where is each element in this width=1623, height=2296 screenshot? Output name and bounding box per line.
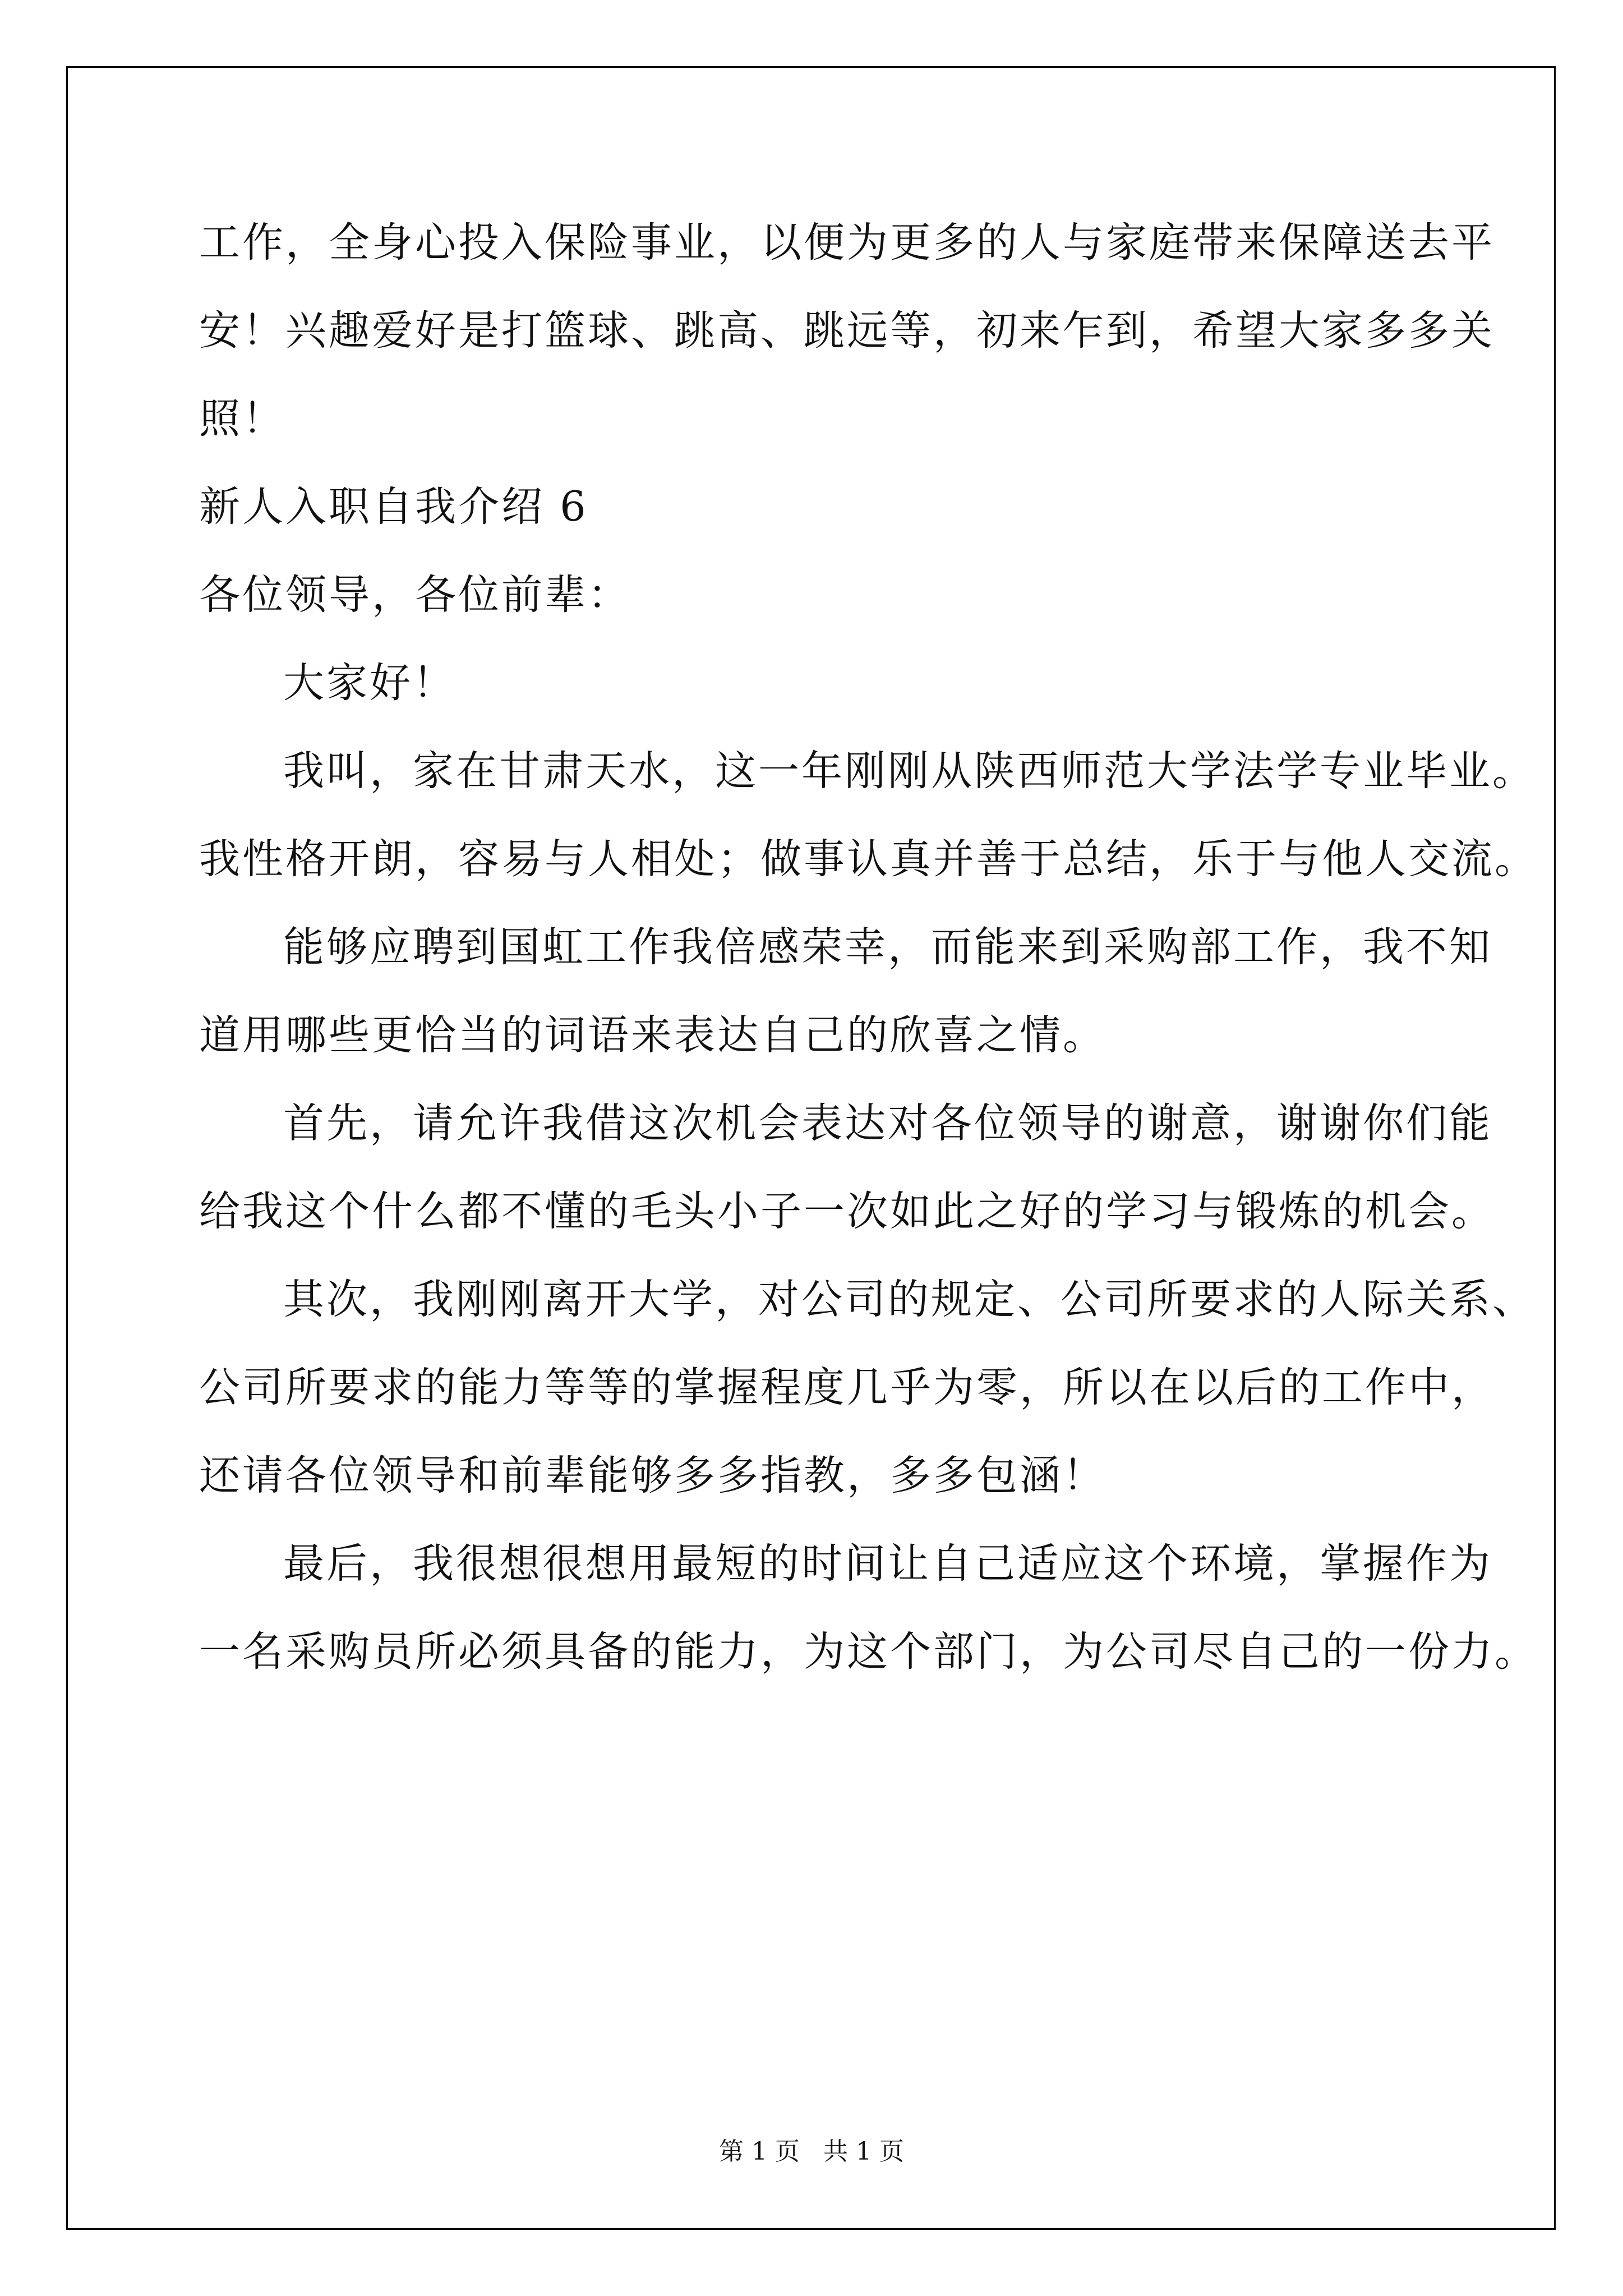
text-line: 工作，全身心投入保险事业，以便为更多的人与家庭带来保障送去平 [199,219,1495,266]
page-footer: 第 1 页 共 1 页 [719,2137,904,2166]
paragraph-line: 我性格开朗，容易与人相处；做事认真并善于总结，乐于与他人交流。 [199,835,1538,883]
section-heading: 新人入职自我介绍 6 [199,483,588,531]
paragraph-line: 首先，请允许我借这次机会表达对各位领导的谢意，谢谢你们能 [283,1099,1492,1147]
paragraph-line: 给我这个什么都不懂的毛头小子一次如此之好的学习与锻炼的机会。 [199,1188,1495,1235]
text-line: 照！ [199,395,285,443]
paragraph-line: 能够应聘到国虹工作我倍感荣幸，而能来到采购部工作，我不知 [283,923,1492,971]
paragraph-line: 最后，我很想很想用最短的时间让自己适应这个环境，掌握作为 [283,1540,1492,1588]
paragraph-line: 我叫，家在甘肃天水，这一年刚刚从陕西师范大学法学专业毕业。 [283,747,1536,795]
paragraph-line: 道用哪些更恰当的词语来表达自己的欣喜之情。 [199,1011,1106,1059]
paragraph-line: 还请各位领导和前辈能够多多指教，多多包涵！ [199,1452,1106,1499]
paragraph-line: 其次，我刚刚离开大学，对公司的规定、公司所要求的人际关系、 [283,1276,1536,1323]
text-line: 安！兴趣爱好是打篮球、跳高、跳远等，初来乍到，希望大家多多关 [199,307,1495,355]
salutation: 各位领导，各位前辈： [199,571,631,619]
greeting: 大家好！ [283,659,456,707]
paragraph-line: 一名采购员所必须具备的能力，为这个部门，为公司尽自己的一份力。 [199,1628,1538,1676]
paragraph-line: 公司所要求的能力等等的掌握程度几乎为零，所以在以后的工作中， [199,1364,1495,1411]
